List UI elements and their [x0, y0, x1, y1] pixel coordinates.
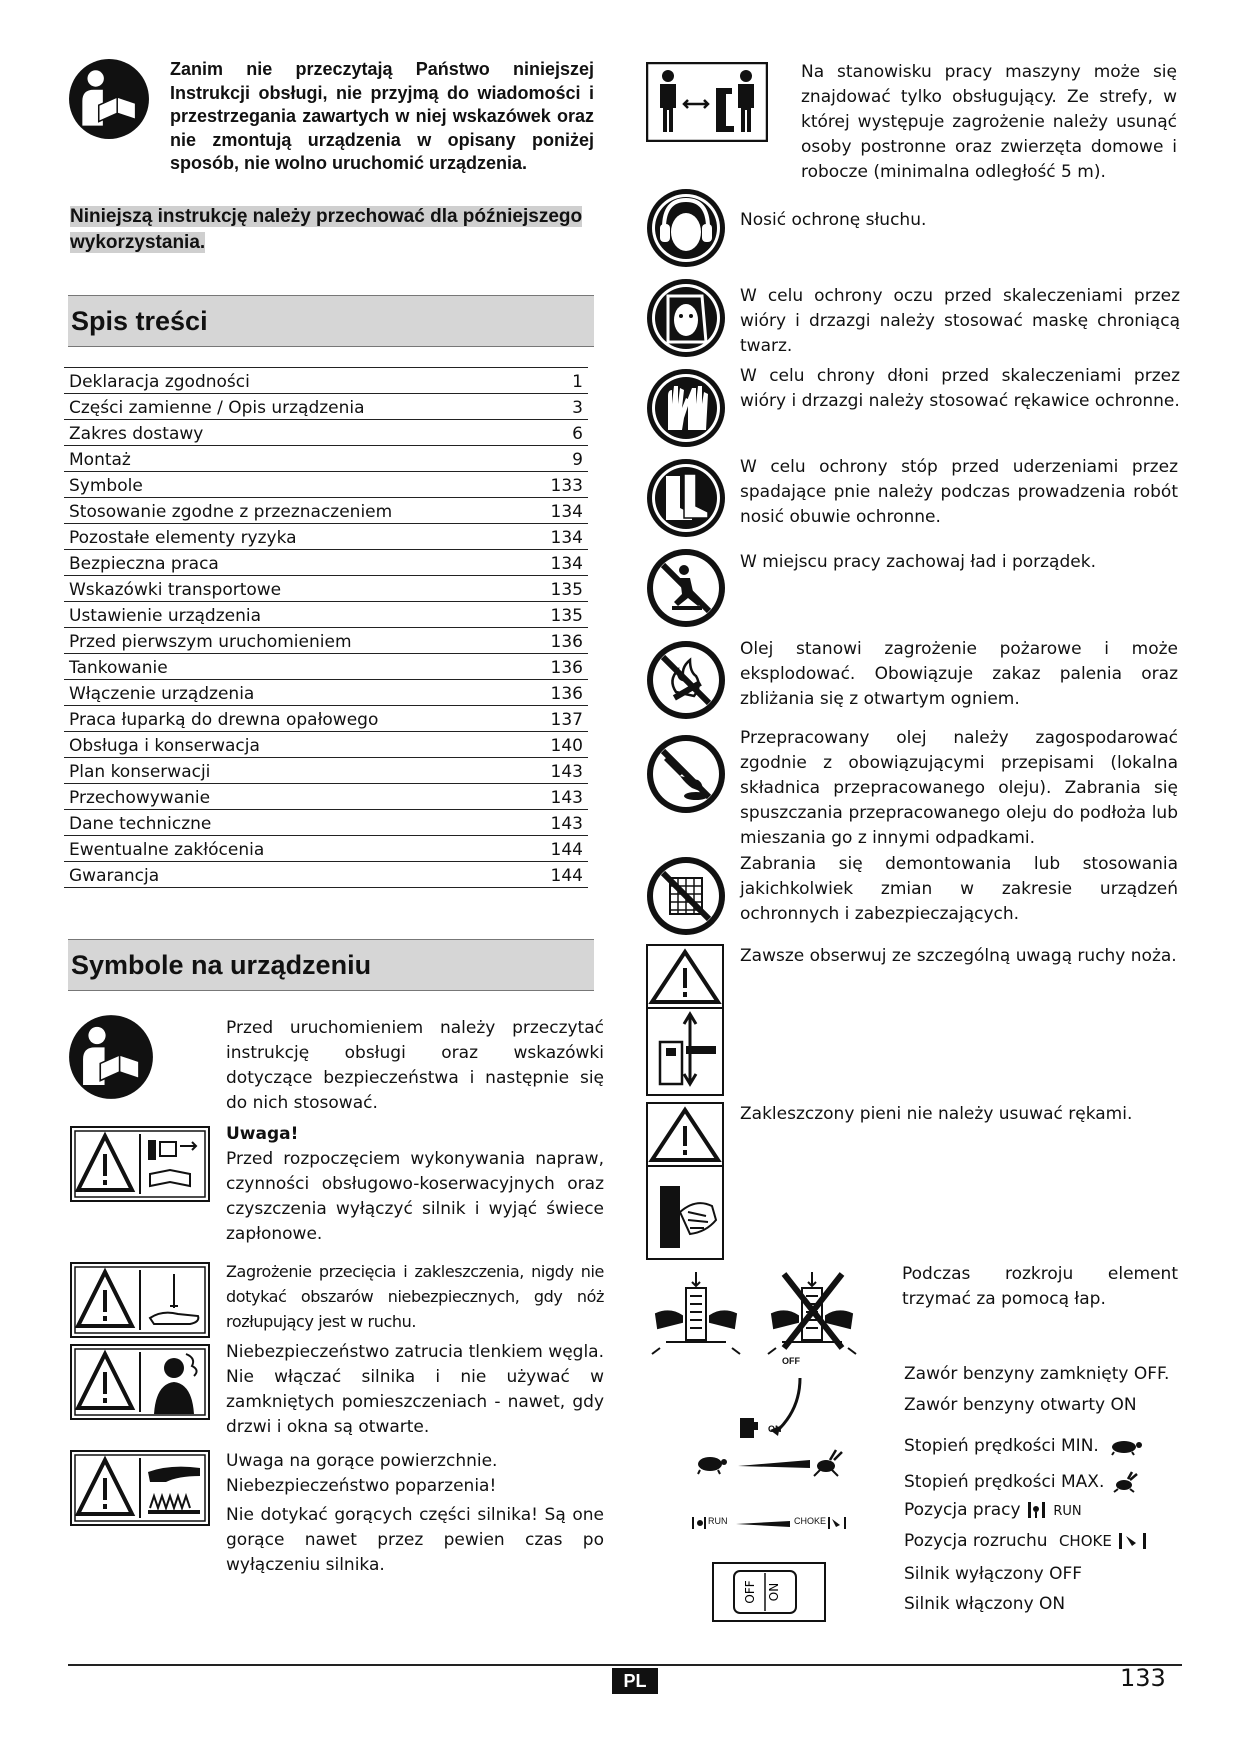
toc-entry-label: Włączenie urządzenia: [69, 684, 255, 704]
run-position-label: Pozycja pracy: [904, 1500, 1021, 1520]
no-guard-removal-icon: [646, 856, 726, 936]
toc-row: [64, 368, 588, 394]
attention-text: Przed rozpoczęciem wykonywania napraw, czynności obsługowo-koserwacyjnych oraz czyszczenia wyłączyć silnik i wyjąć świece zapłonowe.: [226, 1149, 604, 1244]
read-manual-text: Przed uruchomieniem należy przeczytać instrukcję obsługi oraz wskazówki dotyczące bezpieczeństwa i następnie się do nich stosować.: [226, 1018, 604, 1113]
keep-distance-icon: [646, 62, 768, 142]
stuck-log-icon: [646, 1102, 724, 1260]
toc-entry-label: Plan konserwacji: [69, 762, 211, 782]
stuck-text: Zakleszczony pieni nie należy usuwać rękami.: [740, 1104, 1133, 1124]
oil-text: Przepracowany olej należy zagospodarować zgodnie z obowiązującymi przepisami (lokalna składnica przepracowanego oleju). Zabrania się spuszczania przepracowanego oleju do podłoża lub mieszania go z innymi odpadkami.: [740, 728, 1178, 848]
choke-position-label: Pozycja rozruchu: [904, 1531, 1048, 1551]
toc-entry-page: 135: [550, 580, 583, 600]
intro-text: Zanim nie przeczytają Państwo niniejszej Instrukcji obsługi, nie przyjmą do wiadomości i przestrzegania zawartych w niej wskazówek oraz nie zmontują urządzenia w opisany poniżej sposób, nie wolno uruchomić urządzenia.: [170, 59, 594, 173]
valve-off-label: OFF: [782, 1356, 800, 1366]
hot-surface-text-1: Uwaga na gorące powierzchnie.: [226, 1451, 498, 1471]
fire-text: Olej stanowi zagrożenie pożarowe i może eksplodować. Obowiązuje zakaz palenia oraz zbliżania się z otwartym ogniem.: [740, 639, 1178, 709]
toc-table: [64, 367, 588, 888]
toc-entry-label: Obsługa i konserwacja: [69, 736, 260, 756]
toc-entry-label: Części zamienne / Opis urządzenia: [69, 398, 365, 418]
toc-entry-page: 9: [572, 450, 583, 470]
toc-entry-page: 144: [550, 866, 583, 886]
toc-entry-page: 135: [550, 606, 583, 626]
workplace-text: Na stanowisku pracy maszyny może się znajdować tylko obsługujący. Ze strefy, w której występuje zagrożenie należy usunąć osoby postronne oraz zwierzęta domowe i robocze (minimalna odległość 5 m).: [801, 62, 1177, 182]
toc-row: [64, 394, 588, 420]
toc-entry-label: Pozostałe elementy ryzyka: [69, 528, 297, 548]
hold-text: Podczas rozkroju element trzymać za pomocą łap.: [902, 1264, 1178, 1309]
hearing-protection-icon: [646, 188, 726, 268]
read-manual-icon: [68, 1014, 154, 1100]
speed-slider-icon: [688, 1446, 848, 1480]
toc-row: [64, 576, 588, 602]
toc-entry-page: 143: [550, 814, 583, 834]
toc-entry-page: 133: [550, 476, 583, 496]
toc-row: [64, 784, 588, 810]
toc-row: [64, 628, 588, 654]
toc-entry-label: Przechowywanie: [69, 788, 211, 808]
toc-entry-page: 136: [550, 632, 583, 652]
engine-switch-icon: [712, 1562, 826, 1622]
toc-entry-label: Dane techniczne: [69, 814, 212, 834]
hot-surface-text-2: Niebezpieczeństwo poparzenia!: [226, 1476, 497, 1496]
toc-row: [64, 836, 588, 862]
toc-entry-label: Gwarancja: [69, 866, 160, 886]
turtle-icon: [1104, 1436, 1148, 1456]
toc-entry-label: Tankowanie: [69, 658, 168, 678]
toc-entry-page: 134: [550, 502, 583, 522]
toc-entry-label: Praca łuparką do drewna opałowego: [69, 710, 379, 730]
choke-icon: [1117, 1531, 1151, 1551]
tidy-workplace-icon: [646, 548, 726, 628]
slider-choke-label: CHOKE: [794, 1516, 827, 1526]
valve-on-label: ON: [768, 1424, 782, 1434]
toc-row: [64, 498, 588, 524]
symbols-title: Symbole na urządzeniu: [68, 939, 594, 991]
face-shield-icon: [646, 278, 726, 358]
toc-entry-page: 143: [550, 762, 583, 782]
engine-on-text: Silnik włączony ON: [904, 1594, 1066, 1614]
gloves-text: W celu chrony dłoni przed skaleczeniami przez wióry i drzazgi należy stosować rękawice ochronne.: [740, 366, 1180, 411]
knife-warning-icon: [646, 944, 724, 1096]
choke-position-text: [904, 1529, 1180, 1554]
toc-entry-page: 3: [572, 398, 583, 418]
slider-run-label: RUN: [708, 1516, 728, 1526]
cut-hazard-text: Zagrożenie przecięcia i zakleszczenia, nigdy nie dotykać obszarów niebezpiecznych, gdy nóż rozłupujący jest w ruchu.: [226, 1262, 604, 1331]
run-position-text: [904, 1498, 1180, 1524]
no-oil-dumping-icon: [646, 734, 726, 814]
toc-entry-page: 134: [550, 528, 583, 548]
svg-text:ON: ON: [767, 1582, 781, 1602]
gloves-icon: [646, 368, 726, 448]
guards-text: Zabrania się demontowania lub stosowania jakichkolwiek zmian w zakresie urządzeń ochronnych i zabezpieczających.: [740, 854, 1178, 924]
toc-entry-page: 136: [550, 658, 583, 678]
toc-row: [64, 862, 588, 888]
toc-row: [64, 732, 588, 758]
toc-row: [64, 550, 588, 576]
toc-entry-page: 6: [572, 424, 583, 444]
co-poisoning-icon: [70, 1344, 210, 1420]
no-fire-icon: [646, 640, 726, 720]
toc-row: [64, 758, 588, 784]
toc-entry-label: Bezpieczna praca: [69, 554, 219, 574]
safety-boots-icon: [646, 458, 726, 538]
toc-row: [64, 446, 588, 472]
speed-min-label: Stopień prędkości MIN.: [904, 1436, 1099, 1456]
toc-entry-label: Ustawienie urządzenia: [69, 606, 262, 626]
rabbit-icon: [1110, 1471, 1140, 1493]
run-icon-label: RUN: [1053, 1504, 1082, 1519]
speed-max-label: Stopień prędkości MAX.: [904, 1472, 1105, 1492]
toc-row: [64, 602, 588, 628]
toc-row: [64, 524, 588, 550]
boots-text: W celu ochrony stóp przed uderzeniami przez spadające pnie należy podczas prowadzenia robót nosić obuwie ochronne.: [740, 457, 1178, 527]
toc-entry-label: Przed pierwszym uruchomieniem: [69, 632, 352, 652]
hot-surface-text-3: Nie dotykać gorących części silnika! Są one gorące nawet przez pewien czas po wyłączeniu silnika.: [226, 1505, 604, 1575]
toc-row: [64, 654, 588, 680]
fuel-valve-icon: [730, 1360, 824, 1452]
footer-rule: [68, 1664, 1182, 1666]
toc-entry-label: Zakres dostawy: [69, 424, 204, 444]
read-manual-icon: [68, 58, 150, 140]
toc-entry-label: Deklaracja zgodności: [69, 372, 250, 392]
toc-entry-label: Stosowanie zgodne z przeznaczeniem: [69, 502, 393, 522]
keep-manual-note: Niniejszą instrukcję należy przechować dla późniejszego wykorzystania.: [70, 206, 583, 253]
run-icon: [1026, 1500, 1048, 1520]
toc-entry-label: Montaż: [69, 450, 131, 470]
attention-heading: Uwaga!: [226, 1124, 299, 1144]
speed-min-text: [904, 1434, 1180, 1459]
hearing-text: Nosić ochronę słuchu.: [740, 210, 927, 230]
toc-row: [64, 472, 588, 498]
hot-surface-icon: [70, 1450, 210, 1526]
choke-icon-label: CHOKE: [1058, 1532, 1112, 1550]
face-shield-text: W celu ochrony oczu przed skaleczeniami przez wióry i drzazgi należy stosować maskę chroniącą twarz.: [740, 286, 1180, 356]
toc-entry-page: 144: [550, 840, 583, 860]
toc-entry-page: 1: [572, 372, 583, 392]
fuel-off-text: Zawór benzyny zamknięty OFF.: [904, 1364, 1170, 1384]
engine-off-text: Silnik wyłączony OFF: [904, 1564, 1083, 1584]
toc-entry-page: 140: [550, 736, 583, 756]
warning-maintenance-icon: [70, 1126, 210, 1202]
toc-entry-page: 143: [550, 788, 583, 808]
toc-row: [64, 810, 588, 836]
svg-text:OFF: OFF: [743, 1580, 757, 1604]
language-badge: PL: [612, 1668, 658, 1694]
tidy-text: W miejscu pracy zachowaj ład i porządek.: [740, 552, 1096, 572]
toc-entry-page: 136: [550, 684, 583, 704]
toc-entry-label: Symbole: [69, 476, 143, 496]
toc-entry-page: 134: [550, 554, 583, 574]
toc-entry-page: 137: [550, 710, 583, 730]
co-hazard-text: Niebezpieczeństwo zatrucia tlenkiem węgla. Nie włączać silnika i nie używać w zamkniętych pomieszczeniach - nawet, gdy drzwi i okna są otwarte.: [226, 1342, 604, 1437]
toc-title: Spis treści: [68, 295, 594, 347]
log-holding-diagram: [646, 1268, 876, 1360]
fuel-on-text: Zawór benzyny otwarty ON: [904, 1395, 1137, 1415]
toc-row: [64, 680, 588, 706]
knife-text: Zawsze obserwuj ze szczególną uwagą ruchy noża.: [740, 946, 1177, 966]
page-number: 133: [1120, 1664, 1166, 1692]
toc-entry-label: Wskazówki transportowe: [69, 580, 282, 600]
toc-entry-label: Ewentualne zakłócenia: [69, 840, 265, 860]
toc-row: [64, 420, 588, 446]
cut-hazard-icon: [70, 1262, 210, 1338]
toc-row: [64, 706, 588, 732]
speed-max-text: [904, 1470, 1180, 1495]
